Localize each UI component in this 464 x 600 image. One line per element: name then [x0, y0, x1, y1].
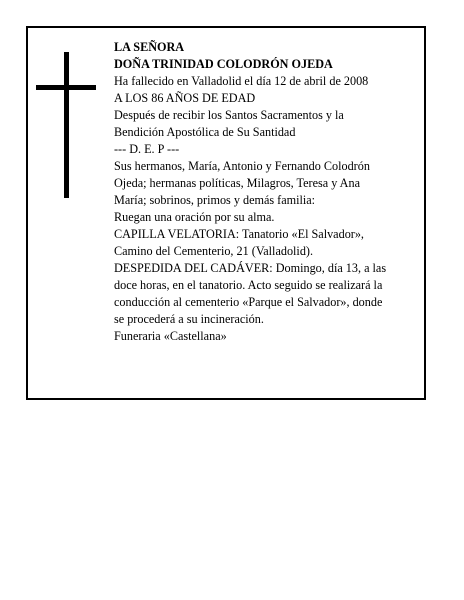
title-line-1: LA SEÑORA	[114, 40, 185, 54]
family-line-2: Ojeda; hermanas políticas, Milagros, Teresa y Ana	[114, 176, 360, 190]
cross-horizontal-bar	[36, 85, 96, 90]
funeral-home-line: Funeraria «Castellana»	[114, 329, 227, 343]
sacraments-line-1: Después de recibir los Santos Sacramentos y la	[114, 108, 344, 122]
farewell-line-2: doce horas, en el tanatorio. Acto seguido se realizará la	[114, 278, 383, 292]
family-line-3: María; sobrinos, primos y demás familia:	[114, 193, 316, 207]
cross-icon	[36, 52, 96, 198]
death-statement: Ha fallecido en Valladolid el día 12 de abril de 2008	[114, 74, 369, 88]
obituary-text	[114, 39, 422, 345]
chapel-line-1: CAPILLA VELATORIA: Tanatorio «El Salvador»,	[114, 227, 364, 241]
sacraments-line-2: Bendición Apostólica de Su Santidad	[114, 125, 296, 139]
farewell-line-4: se procederá a su incineración.	[114, 312, 264, 326]
family-line-1: Sus hermanos, María, Antonio y Fernando Colodrón	[114, 159, 370, 173]
deceased-name: DOÑA TRINIDAD COLODRÓN OJEDA	[114, 57, 333, 71]
cross-vertical-bar	[64, 52, 69, 198]
farewell-line-3: conducción al cementerio «Parque el Salvador», donde	[114, 295, 383, 309]
dep-line: --- D. E. P ---	[114, 142, 180, 156]
prayer-line: Ruegan una oración por su alma.	[114, 210, 275, 224]
chapel-line-2: Camino del Cementerio, 21 (Valladolid).	[114, 244, 314, 258]
age-line: A LOS 86 AÑOS DE EDAD	[114, 91, 256, 105]
farewell-line-1: DESPEDIDA DEL CADÁVER: Domingo, día 13, a las	[114, 261, 387, 275]
